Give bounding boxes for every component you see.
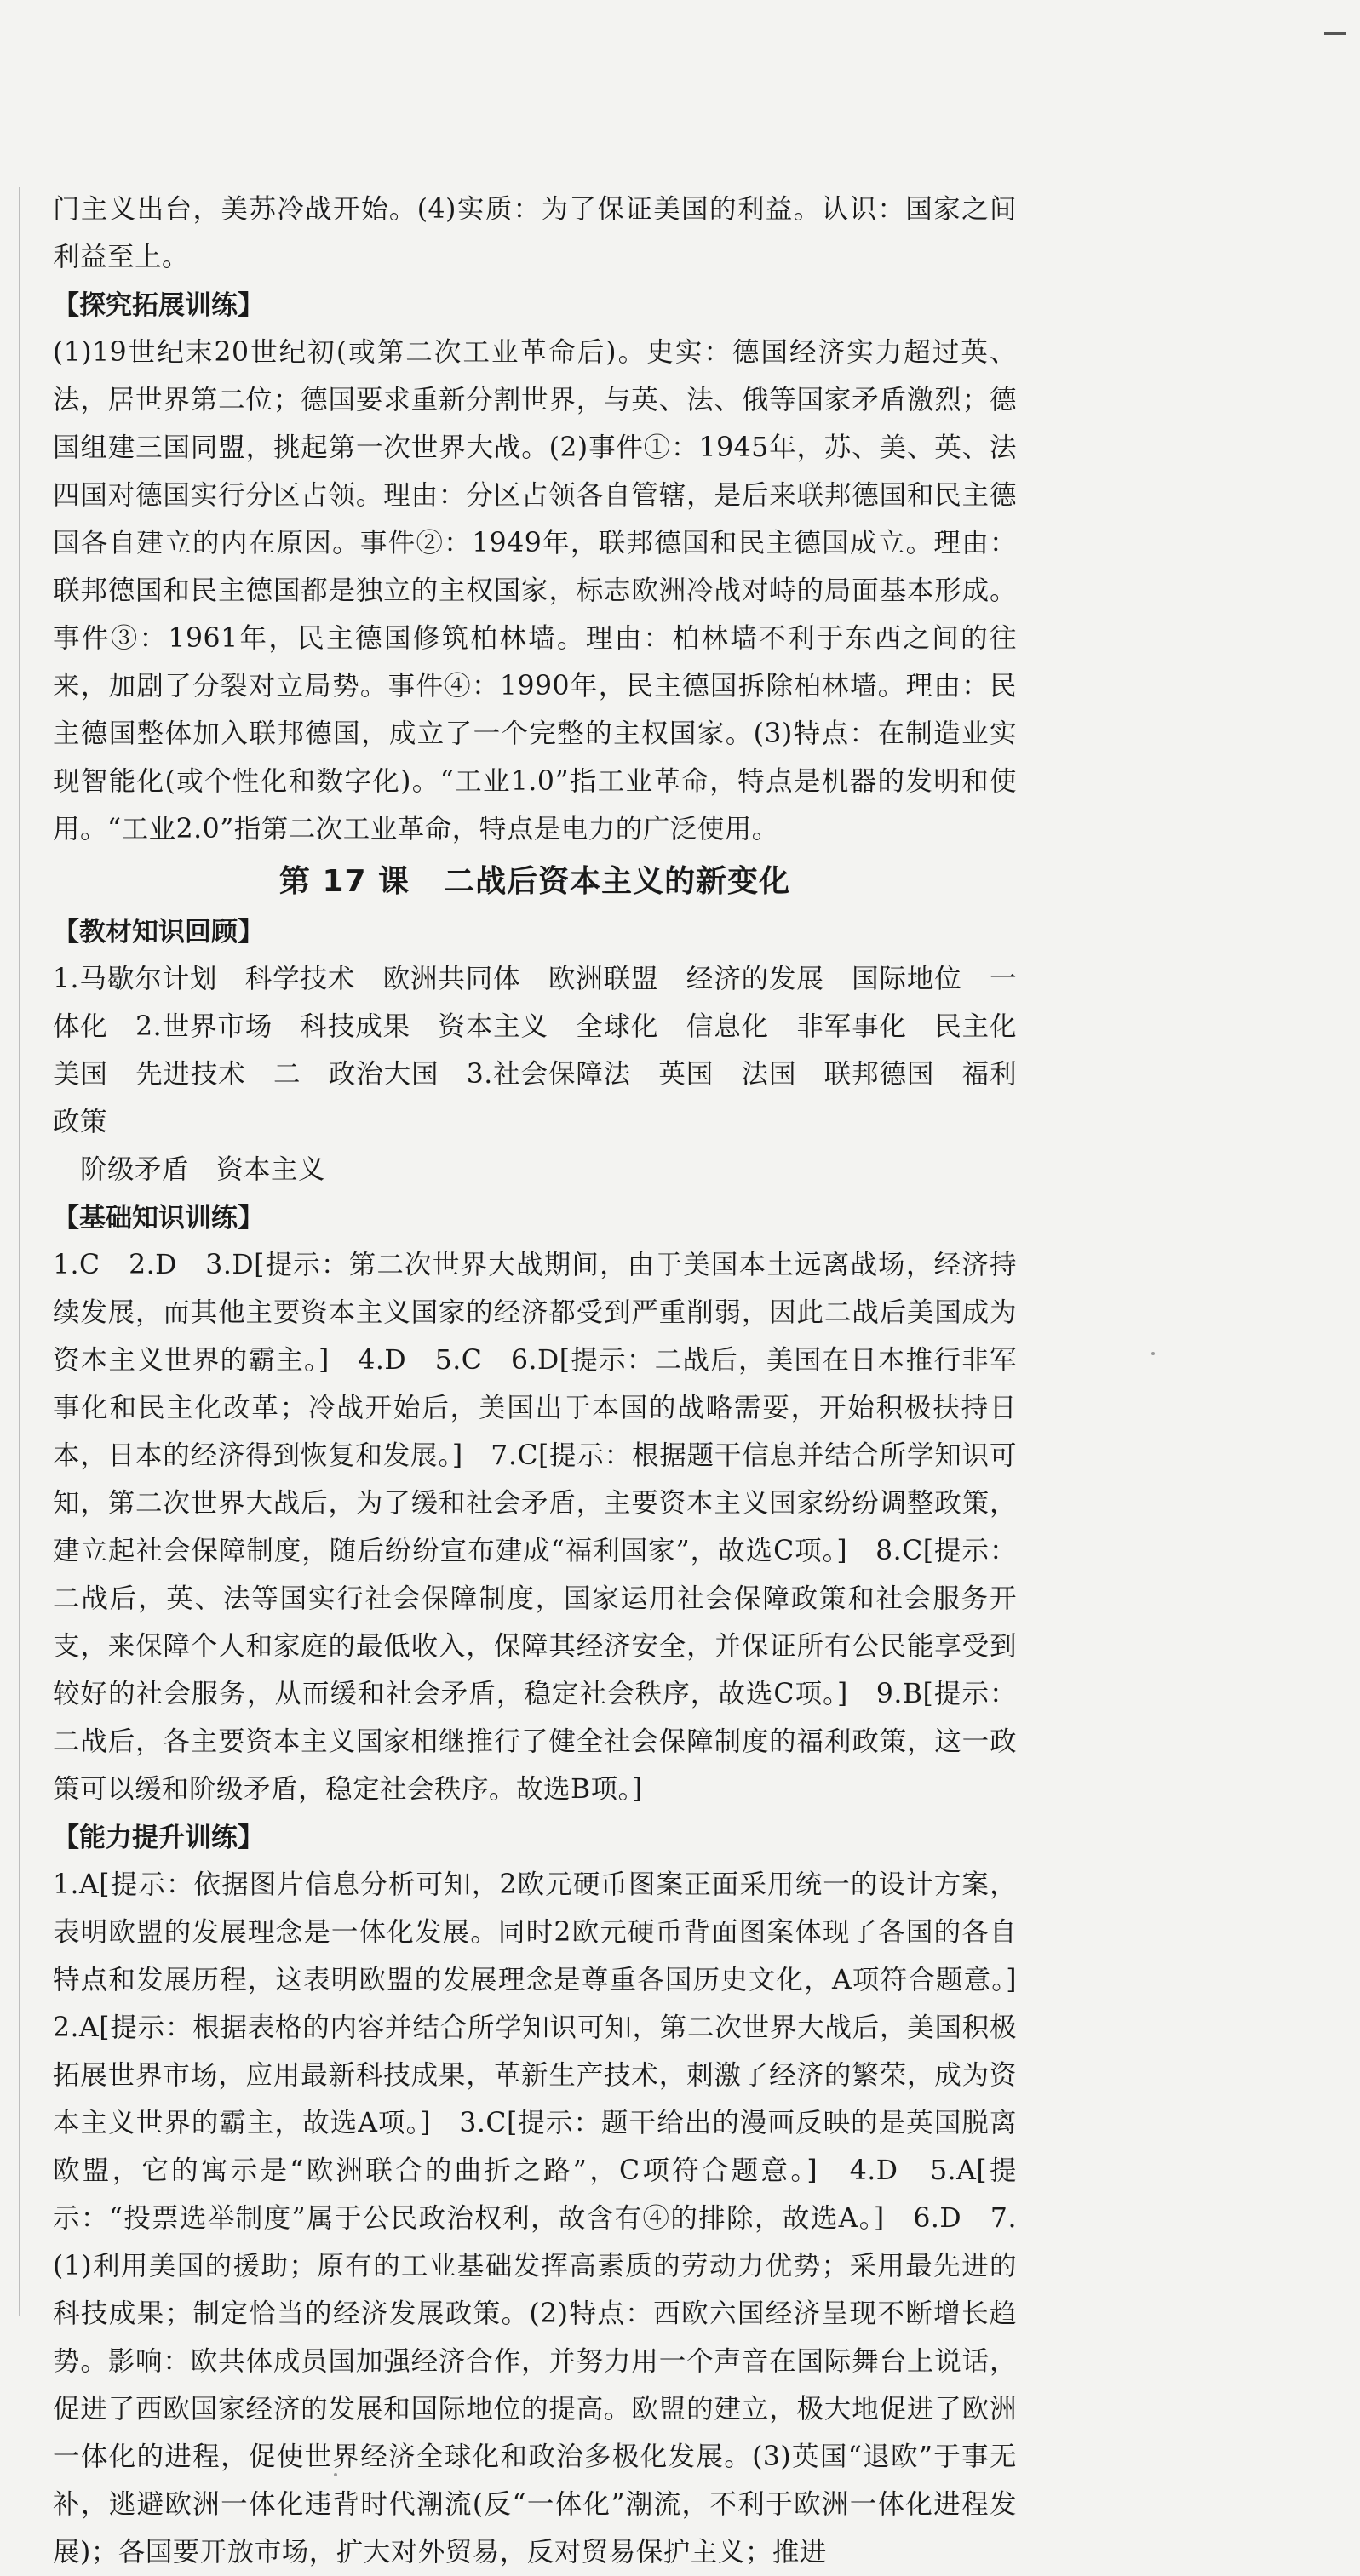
lesson-number: 第 17 课: [278, 864, 410, 899]
review-section-body: 1.马歇尔计划 科学技术 欧洲共同体 欧洲联盟 经济的发展 国际地位 一体化 2.世界市场 科技成果 资本主义 全球化 信息化 非军事化 民主化 美国 先进技术 二 政治大国 3.社会保障法 英国 法国 联邦德国 福利政策: [53, 964, 1045, 1137]
review-section-title: 【教材知识回顾】: [53, 917, 264, 947]
answer-content: [53, 186, 1045, 2576]
review-section-body-cont: 阶级矛盾 资本主义: [80, 1154, 326, 1185]
basic-section-body: 1.C 2.D 3.D[提示：第二次世界大战期间，由于美国本土远离战场，经济持续发展，而其他主要资本主义国家的经济都受到严重削弱，因此二战后美国成为资本主义世界的霸主。] 4.D 5.C 6.D[提示：二战后，美国在日本推行非军事化和民主化改革；冷战开始后，美国出于本国的战略需要，开始积极扶持日本，日本的经济得到恢复和发展。] 7.C[提示：根据题干信息并结合所学知识可知，第二次世界大战后，为了缓和社会矛盾，主要资本主义国家纷纷调整政策，建立起社会保障制度，随后纷纷宣布建成“福利国家”，故选C项。] 8.C[提示：二战后，英、法等国实行社会保障制度，国家运用社会保障政策和社会服务开支，来保障个人和家庭的最低收入，保障其经济安全，并保证所有公民能享受到较好的社会服务，从而缓和社会矛盾，稳定社会秩序，故选C项。] 9.B[提示：二战后，各主要资本主义国家相继推行了健全社会保障制度的福利政策，这一政策可以缓和阶级矛盾，稳定社会秩序。故选B项。]: [53, 1250, 1017, 1805]
opening-paragraph: 门主义出台，美苏冷战开始。(4)实质：为了保证美国的利益。认识：国家之间利益至上。: [53, 194, 1017, 272]
scan-speck: [334, 2473, 337, 2476]
ability-section-title: 【能力提升训练】: [53, 1823, 264, 1853]
ability-section-body: 1.A[提示：依据图片信息分析可知，2欧元硬币图案正面采用统一的设计方案，表明欧盟的发展理念是一体化发展。同时2欧元硬币背面图案体现了各国的各自特点和发展历程，这表明欧盟的发展理念是尊重各国历史文化，A项符合题意。] 2.A[提示：根据表格的内容并结合所学知识可知，第二次世界大战后，美国积极拓展世界市场，应用最新科技成果，革新生产技术，刺激了经济的繁荣，成为资本主义世界的霸主，故选A项。] 3.C[提示：题干给出的漫画反映的是英国脱离欧盟，它的寓示是“欧洲联合的曲折之路”，C项符合题意。] 4.D 5.A[提示：“投票选举制度”属于公民政治权利，故含有④的排除，故选A。] 6.D 7.(1)利用美国的援助；原有的工业基础发挥高素质的劳动力优势；采用最先进的科技成果；制定恰当的经济发展政策。(2)特点：西欧六国经济呈现不断增长趋势。影响：欧共体成员国加强经济合作，并努力用一个声音在国际舞台上说话，促进了西欧国家经济的发展和国际地位的提高。欧盟的建立，极大地促进了欧洲一体化的进程，促使世界经济全球化和政治多极化发展。(3)英国“退欧”于事无补，逃避欧洲一体化违背时代潮流(反“一体化”潮流，不利于欧洲一体化进程发展)；各国要开放市场，扩大对外贸易，反对贸易保护主义；推进: [53, 1869, 1045, 2567]
explore-section-body: (1)19世纪末20世纪初(或第二次工业革命后)。史实：德国经济实力超过英、法，居世界第二位；德国要求重新分割世界，与英、法、俄等国家矛盾激烈；德国组建三国同盟，挑起第一次世界大战。(2)事件①：1945年，苏、美、英、法四国对德国实行分区占领。理由：分区占领各自管辖，是后来联邦德国和民主德国各自建立的内在原因。事件②：1949年，联邦德国和民主德国成立。理由：联邦德国和民主德国都是独立的主权国家，标志欧洲冷战对峙的局面基本形成。事件③：1961年，民主德国修筑柏林墙。理由：柏林墙不利于东西之间的往来，加剧了分裂对立局势。事件④：1990年，民主德国拆除柏林墙。理由：民主德国整体加入联邦德国，成立了一个完整的主权国家。(3)特点：在制造业实现智能化(或个性化和数字化)。“工业1.0”指工业革命，特点是机器的发明和使用。“工业2.0”指第二次工业革命，特点是电力的广泛使用。: [53, 337, 1017, 844]
scan-speck: [1151, 1352, 1155, 1355]
corner-mark: [1324, 32, 1346, 35]
lesson-name: 二战后资本主义的新变化: [444, 864, 791, 899]
margin-rule: [19, 187, 20, 2316]
basic-section-title: 【基础知识训练】: [53, 1203, 264, 1234]
lesson-title: [53, 856, 1017, 907]
explore-section-title: 【探究拓展训练】: [53, 290, 264, 321]
